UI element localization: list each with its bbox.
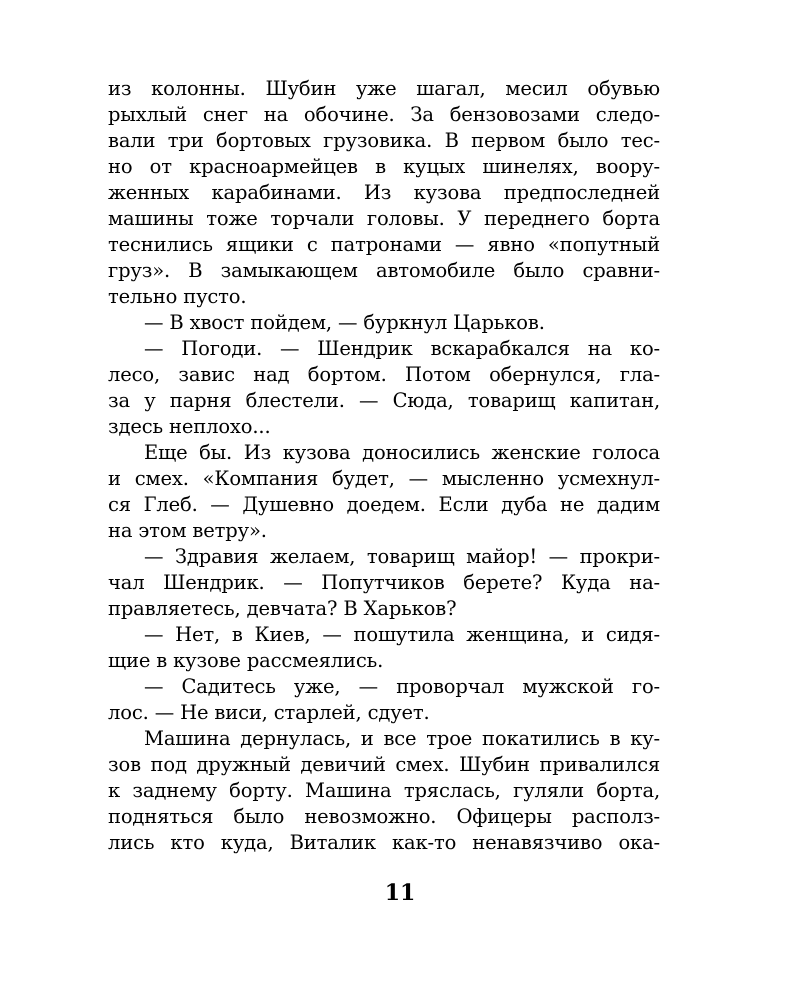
text-line-17: ся Глеб. — Душевно доедем. Если дуба не дадим — [108, 493, 660, 516]
text-line-4: но от красноармейцев в куцых шинелях, воору- — [108, 155, 660, 178]
text-line-27: зов под дружный девичий смех. Шубин привалился — [108, 753, 660, 776]
text-line-1: из колонны. Шубин уже шагал, месил обувью — [108, 77, 660, 100]
text-line-24: — Садитесь уже, — проворчал мужской го- — [144, 675, 660, 698]
text-line-7: теснились ящики с патронами — явно «попутный — [108, 233, 660, 256]
text-line-12: лесо, завис над бортом. Потом обернулся, гла- — [108, 363, 660, 386]
text-line-5: женных карабинами. Из кузова предпоследней — [108, 181, 660, 204]
text-line-16: и смех. «Компания будет, — мысленно усмехнул- — [108, 467, 660, 490]
text-line-28: к заднему борту. Машина тряслась, гуляли борта, — [108, 779, 660, 802]
text-line-19: — Здравия желаем, товарищ майор! — прокри- — [144, 545, 660, 568]
text-line-15: Еще бы. Из кузова доносились женские голоса — [144, 441, 660, 464]
text-line-25: лос. — Не виси, старлей, сдует. — [108, 701, 430, 724]
text-line-22: — Нет, в Киев, — пошутила женщина, и сидя- — [144, 623, 660, 646]
text-line-2: рыхлый снег на обочине. За бензовозами следо- — [108, 103, 660, 126]
text-line-20: чал Шендрик. — Попутчиков берете? Куда на- — [108, 571, 660, 594]
text-line-10: — В хвост пойдем, — буркнул Царьков. — [144, 311, 545, 334]
text-line-3: вали три бортовых грузовика. В первом было тес- — [108, 129, 660, 152]
page-number: 11 — [384, 880, 416, 906]
text-line-8: груз». В замыкающем автомобиле было сравни- — [108, 259, 660, 282]
text-line-30: лись кто куда, Виталик как-то ненавязчиво ока- — [108, 831, 660, 854]
text-line-6: машины тоже торчали головы. У переднего борта — [108, 207, 660, 230]
text-line-26: Машина дернулась, и все трое покатились в ку- — [144, 727, 660, 750]
text-line-14: здесь неплохо... — [108, 415, 271, 438]
text-line-18: на этом ветру». — [108, 519, 267, 542]
text-line-29: подняться было невозможно. Офицеры располз- — [108, 805, 660, 828]
text-line-9: тельно пусто. — [108, 285, 247, 308]
book-page-text — [108, 76, 660, 876]
text-line-13: за у парня блестели. — Сюда, товарищ капитан, — [108, 389, 660, 412]
text-line-23: щие в кузове рассмеялись. — [108, 649, 384, 672]
text-line-11: — Погоди. — Шендрик вскарабкался на ко- — [144, 337, 660, 360]
text-line-21: правляетесь, девчата? В Харьков? — [108, 597, 457, 620]
